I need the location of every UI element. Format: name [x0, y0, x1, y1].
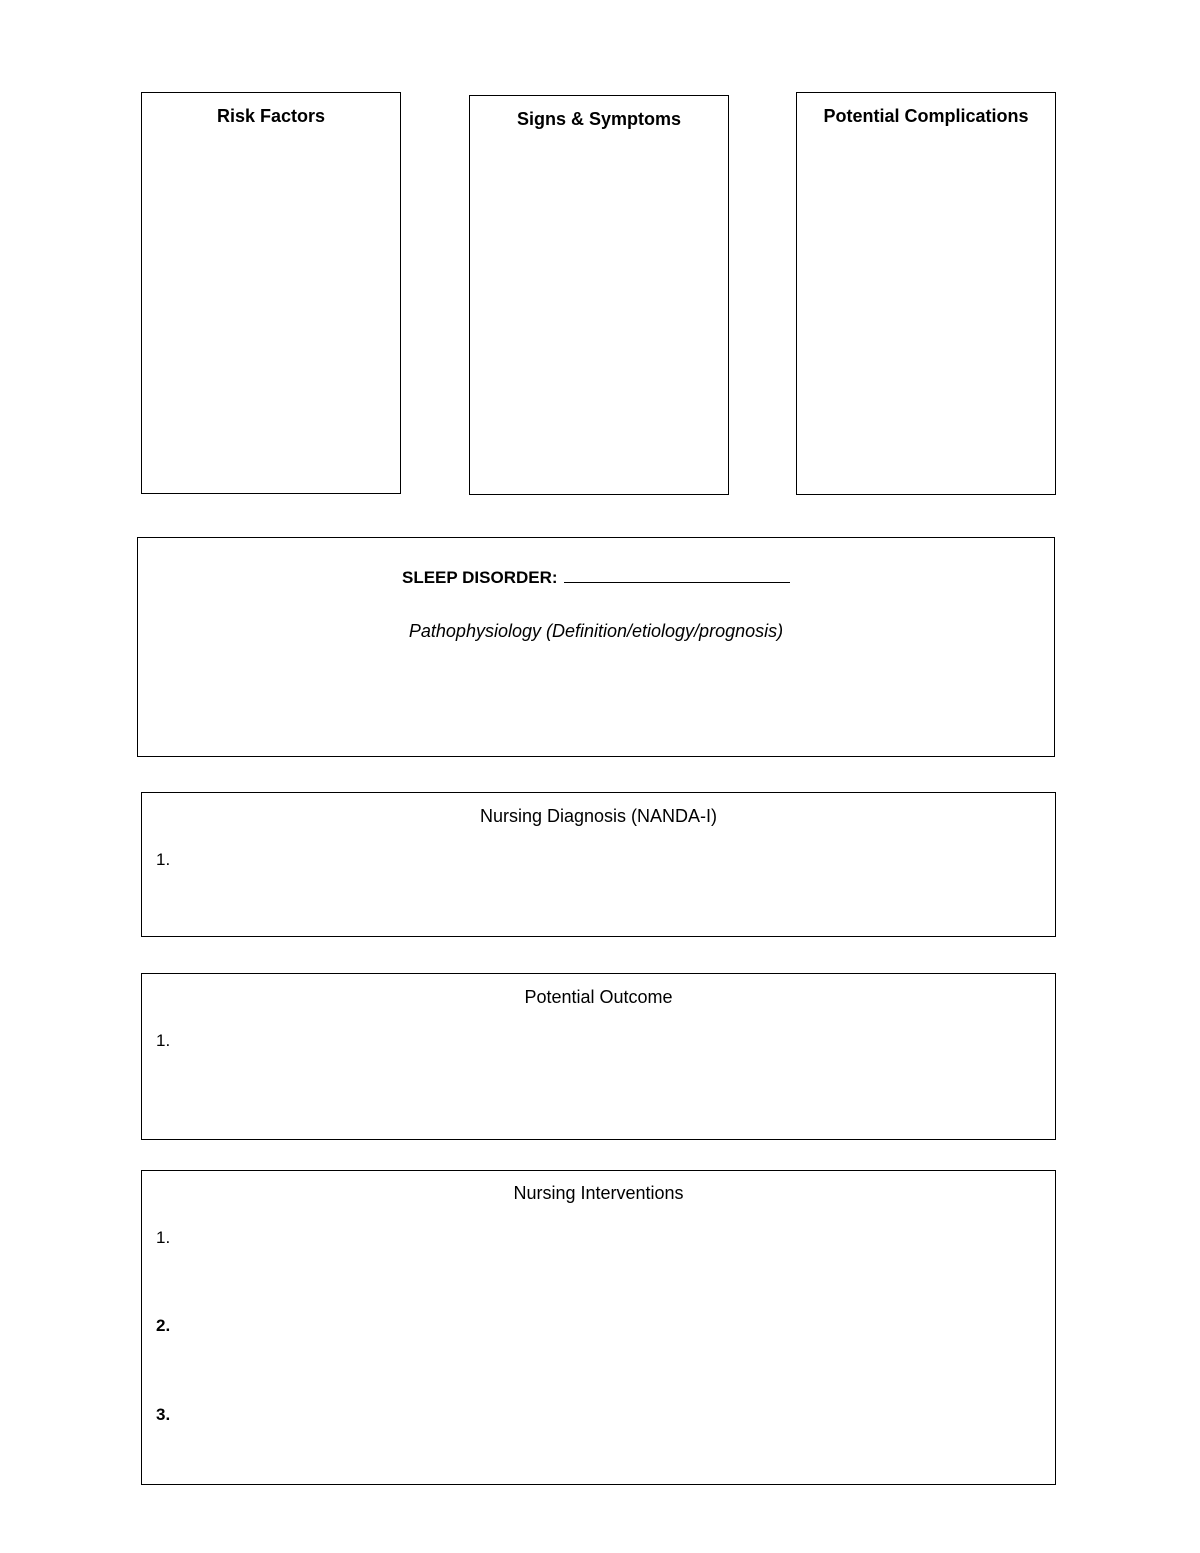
nursing-interventions-item-1: 1.: [156, 1228, 171, 1247]
pathophysiology-subtitle: Pathophysiology (Definition/etiology/prognosis): [408, 621, 784, 641]
nursing-interventions-box[interactable]: [141, 1170, 1056, 1485]
potential-outcome-box[interactable]: [141, 973, 1056, 1140]
potential-complications-title: Potential Complications: [823, 106, 1029, 126]
risk-factors-box[interactable]: [141, 92, 401, 494]
risk-factors-title: Risk Factors: [216, 106, 326, 126]
potential-complications-box[interactable]: [796, 92, 1056, 495]
nursing-interventions-item-3: 3.: [156, 1405, 171, 1424]
sleep-disorder-label: SLEEP DISORDER:: [402, 568, 558, 587]
sleep-disorder-blank[interactable]: [564, 564, 790, 583]
signs-symptoms-title: Signs & Symptoms: [516, 109, 682, 129]
sleep-disorder-box[interactable]: [137, 537, 1055, 757]
nursing-diagnosis-title: Nursing Diagnosis (NANDA-I): [479, 806, 718, 826]
potential-outcome-item-1: 1.: [156, 1031, 171, 1050]
nursing-interventions-title: Nursing Interventions: [513, 1183, 684, 1203]
nursing-diagnosis-item-1: 1.: [156, 850, 171, 869]
signs-symptoms-box[interactable]: [469, 95, 729, 495]
nursing-interventions-item-2: 2.: [156, 1316, 171, 1335]
sleep-disorder-heading: [402, 564, 790, 589]
nursing-diagnosis-box[interactable]: [141, 792, 1056, 937]
potential-outcome-title: Potential Outcome: [524, 987, 673, 1007]
